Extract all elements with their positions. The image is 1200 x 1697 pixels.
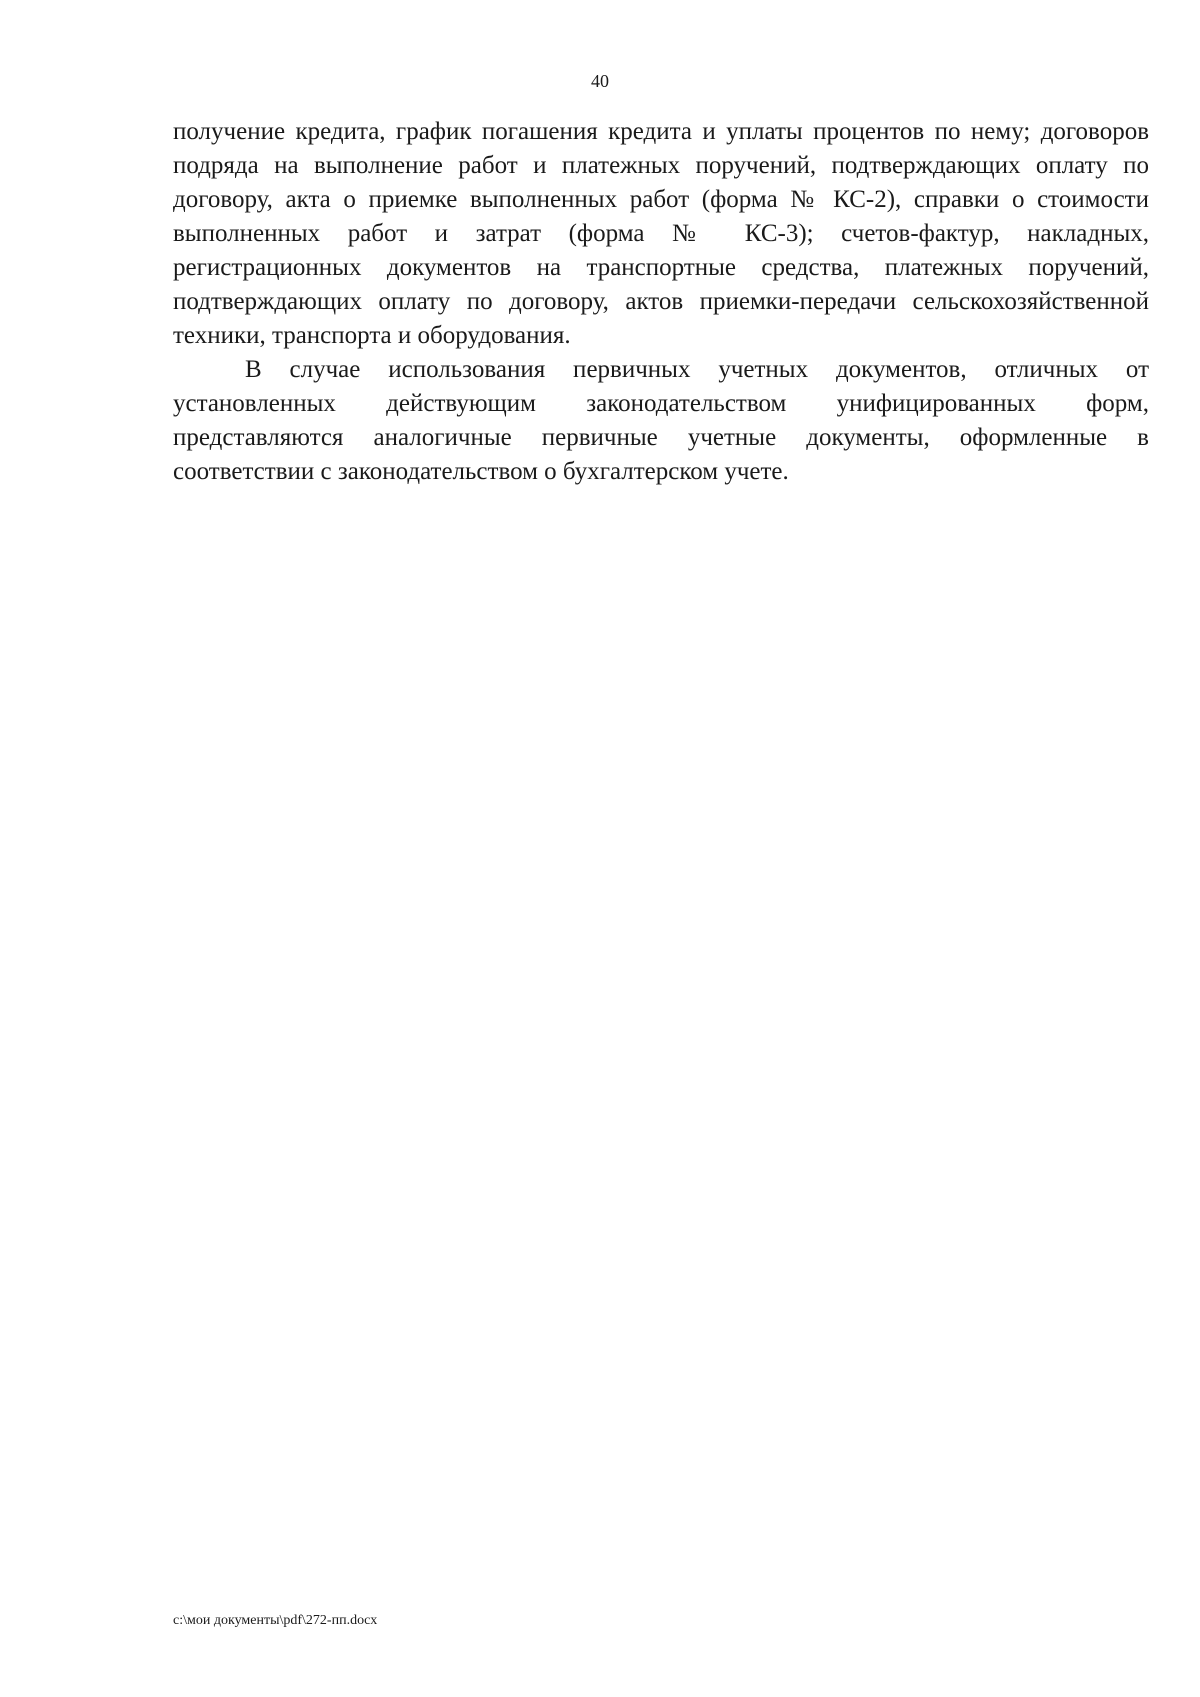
document-body [173,115,1149,489]
footer-file-path: c:\мои документы\pdf\272-пп.docx [173,1613,378,1628]
paragraph-continuation: получение кредита, график погашения кредита и уплаты процентов по нему; договоров подряда на выполнение работ и платежных поручений, подтверждающих оплату по договору, акта о приемке выполненных работ (форма № КС-2), справки о стоимости выполненных работ и затрат (форма № КС-3); счетов-фактур, накладных, регистрационных документов на транспортные средства, платежных поручений, подтверждающих оплату по договору, актов приемки-передачи сельскохозяйственной техники, транспорта и оборудования. [173,118,1149,349]
paragraph-primary-documents: В случае использования первичных учетных документов, отличных от установленных действующим законодательством унифицированных форм, представляются аналогичные первичные учетные документы, оформленные в соответствии с законодательством о бухгалтерском учете. [173,356,1149,485]
page-number: 40 [591,71,609,91]
